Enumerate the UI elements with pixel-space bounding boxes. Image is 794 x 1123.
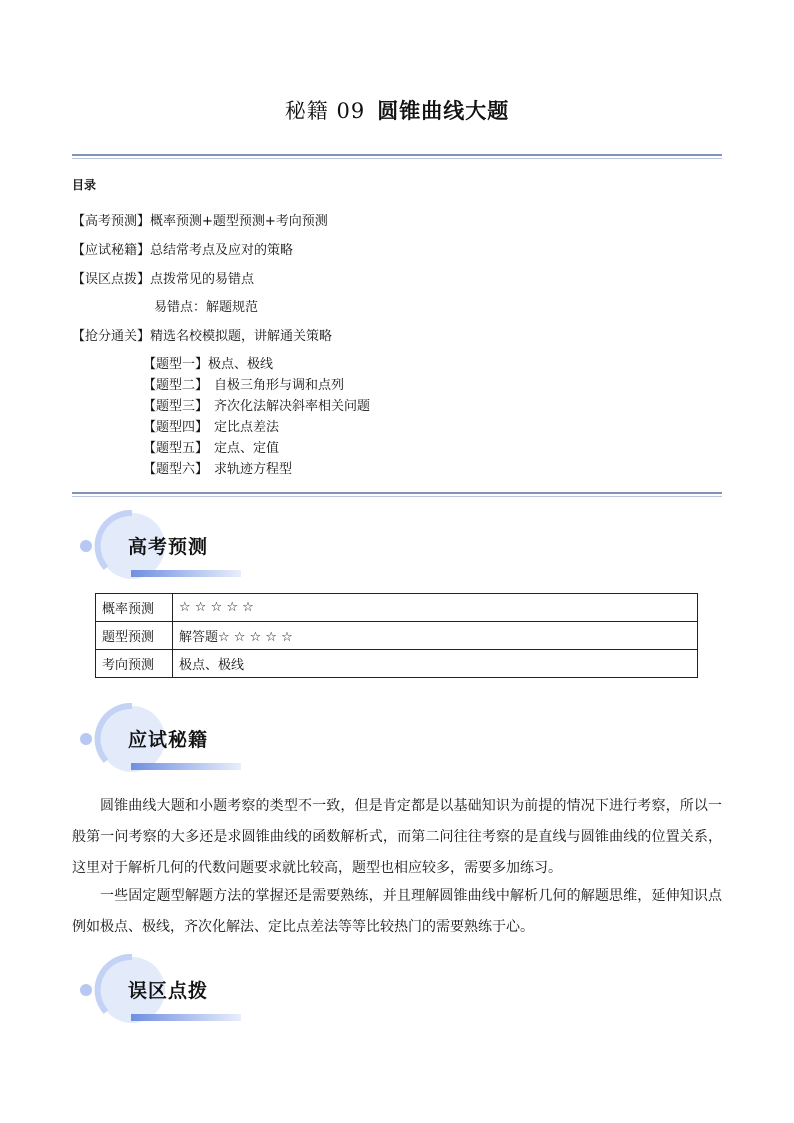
toc-tag: 【题型三】 (143, 399, 209, 414)
toc-type-line (143, 395, 370, 414)
table-row (96, 594, 698, 622)
toc-heading: 目录 (72, 178, 97, 192)
toc-tag: 【题型一】 (143, 357, 209, 372)
toc-tag: 【应试秘籍】 (72, 243, 151, 258)
section-title: 应试秘籍 (128, 729, 209, 751)
toc-line (72, 210, 328, 229)
table-cell-key: 考向预测 (96, 650, 173, 678)
toc-text: 点拨常见的易错点 (150, 272, 255, 287)
toc-tag: 【误区点拨】 (72, 272, 151, 287)
toc-tag: 【题型六】 (143, 462, 209, 477)
toc-tag: 【题型五】 (143, 441, 209, 456)
toc-line (154, 296, 258, 315)
section-title: 高考预测 (128, 536, 209, 558)
toc-line (72, 325, 332, 344)
section-title: 误区点拨 (128, 980, 209, 1002)
toc-text: 定点、定值 (214, 441, 280, 456)
table-row (96, 650, 698, 678)
title-prefix: 秘籍 09 (284, 99, 366, 123)
table-row (96, 622, 698, 650)
toc-line (72, 268, 254, 287)
toc-tag: 【题型二】 (143, 378, 209, 393)
toc-line (72, 239, 293, 258)
paragraph: 圆锥曲线大题和小题考察的类型不一致，但是肯定都是以基础知识为前提的情况下进行考察，所以一般第一问考察的大多还是求圆锥曲线的函数解析式，而第二问往往考察的是直线与圆锥曲线的位置关系，这里对于解析几何的代数问题要求就比较高，题型也相应较多，需要多加练习。 (72, 798, 722, 876)
toc-tag: 【高考预测】 (72, 214, 151, 229)
table-cell-value: ☆ ☆ ☆ ☆ ☆ (173, 594, 698, 622)
toc-text: 定比点差法 (214, 420, 280, 435)
table-cell-value: 解答题☆ ☆ ☆ ☆ ☆ (173, 622, 698, 650)
toc-type-line (143, 353, 273, 372)
toc-type-line (143, 374, 344, 393)
section-header-miji (76, 703, 246, 777)
toc-text: 齐次化法解决斜率相关问题 (214, 399, 371, 414)
page-title (0, 95, 794, 125)
toc-type-line (143, 437, 279, 456)
toc-text: 概率预测+题型预测+考向预测 (150, 214, 328, 229)
toc-text: 自极三角形与调和点列 (214, 378, 345, 393)
toc-text: 极点、极线 (208, 357, 274, 372)
paragraph: 一些固定题型解题方法的掌握还是需要熟练，并且理解圆锥曲线中解析几何的解题思维，延伸知识点例如极点、极线，齐次化解法、定比点差法等等比较热门的需要熟练于心。 (72, 888, 722, 935)
table-cell-key: 题型预测 (96, 622, 173, 650)
section-header-gaokao (76, 510, 246, 584)
toc-text: 求轨迹方程型 (214, 462, 293, 477)
toc-type-line (143, 458, 292, 477)
toc-text: 总结常考点及应对的策略 (150, 243, 294, 258)
prediction-table (95, 593, 698, 678)
toc-text: 易错点：解题规范 (154, 300, 259, 315)
divider-toc-bottom (72, 492, 722, 497)
title-main: 圆锥曲线大题 (377, 99, 510, 123)
toc-tag: 【题型四】 (143, 420, 209, 435)
table-cell-value: 极点、极线 (173, 650, 698, 678)
section-header-wuqu (76, 954, 246, 1028)
table-cell-key: 概率预测 (96, 594, 173, 622)
toc-tag: 【抢分通关】 (72, 329, 151, 344)
toc-text: 精选名校模拟题，讲解通关策略 (150, 329, 333, 344)
toc-type-line (143, 416, 279, 435)
divider-top (72, 154, 722, 159)
